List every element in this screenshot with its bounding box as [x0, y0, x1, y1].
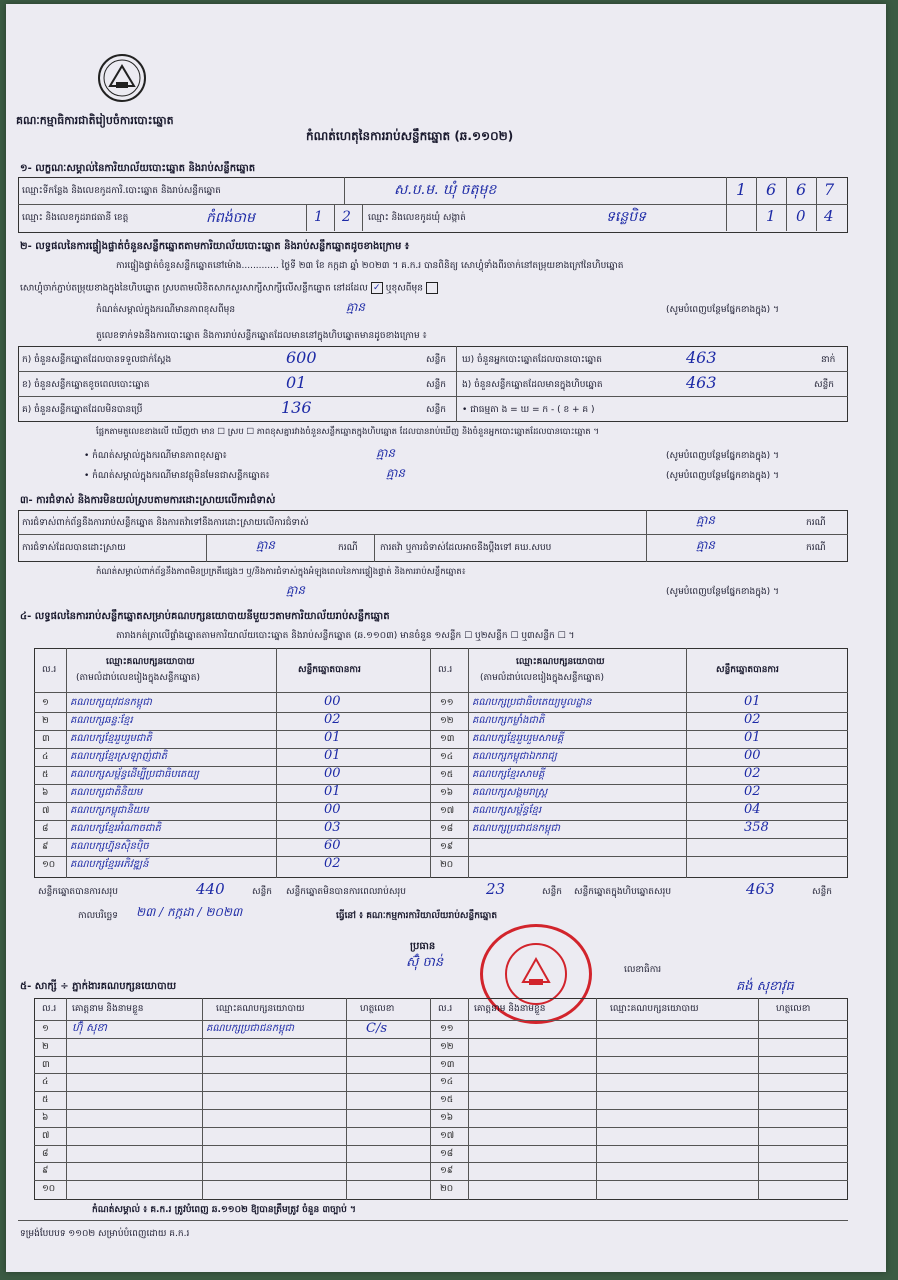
tally-row-e-unit: សន្លឹក [814, 380, 834, 390]
bullet2-value: គ្មាន [386, 466, 406, 480]
tally-formula: • ជាធម្មតា ង = ឃ = ក - ( ខ + គ ) [462, 405, 595, 415]
w-col-party-left: ឈ្មោះគណបក្សនយោបាយ [216, 1004, 305, 1014]
tally-row-c-value: 136 [281, 398, 312, 417]
witness-row-divider [34, 1180, 848, 1181]
tally-row-b-value: 01 [286, 373, 307, 392]
party-votes-left: 01 [324, 730, 341, 745]
row2b-label: ឈ្មោះ និងលេខកូដឃុំ សង្កាត់ [368, 213, 466, 223]
bullet1-hint: (សូមបំពេញបន្ថែមផ្នែកខាងក្នុង) ។ [666, 451, 779, 461]
witness-no-right: ១៤ [440, 1077, 454, 1087]
col-party-sub-left: (តាមលំដាប់លេខរៀងក្នុងសន្លឹកឆ្នោត) [76, 673, 200, 683]
row-no-left: ១០ [42, 860, 56, 870]
row-no-left: ៩ [42, 842, 49, 852]
party-name-left: គណបក្សកម្ពុជានិយម [70, 805, 149, 816]
row-no-right: ១៧ [440, 806, 455, 816]
bullet1-label: • កំណត់សម្គាល់ក្នុងករណីមានភាពខុសគ្នា៖ [84, 451, 227, 461]
party-votes-left: 02 [324, 856, 341, 871]
row-divider [34, 784, 848, 785]
witness-row-divider [34, 1073, 848, 1074]
row-divider [34, 712, 848, 713]
tally-row-a-unit: សន្លឹក [426, 355, 446, 365]
total-invalid: 23 [486, 880, 506, 898]
tally-row-c-label: គ) ចំនួនសន្លឹកឆ្នោតដែលមិនបានប្រើ [22, 405, 143, 415]
row1-value: ស.ប.ម. ឃុំ ចតុមុខ [394, 182, 497, 198]
row-no-left: ២ [42, 716, 49, 726]
party-name-right: គណបក្សប្រជាធិបតេយ្យមូលដ្ឋាន [472, 697, 592, 708]
witness-row-divider [34, 1091, 848, 1092]
witness-no-left: ២ [42, 1042, 49, 1052]
objection-r2-label: ការជំទាស់ដែលបានដោះស្រាយ [22, 543, 126, 553]
witness-row-divider [34, 1127, 848, 1128]
bullet2-label: • កំណត់សម្គាល់ក្នុងករណីមានវត្ថុមិនមែនជាសន្លឹកឆ្នោត៖ [84, 471, 270, 481]
code1-d4: 7 [824, 180, 835, 199]
witness-no-left: ៨ [42, 1149, 49, 1159]
party-name-left: គណបក្សខ្មែរស្រឡាញ់ជាតិ [70, 751, 168, 762]
objection-hint: (សូមបំពេញបន្ថែមផ្នែកខាងក្នុង) ។ [666, 587, 779, 597]
row-no-right: ១២ [440, 716, 454, 726]
party-votes-left: 02 [324, 712, 341, 727]
form-title: កំណត់ហេតុនៃការរាប់សន្លឹកឆ្នោត (ឆ.១១០២) [306, 129, 514, 143]
objection-r2b-value: គ្មាន [696, 538, 716, 552]
witness-row-divider [34, 1162, 848, 1163]
w-col-party-right: ឈ្មោះគណបក្សនយោបាយ [610, 1004, 699, 1014]
col-party-right: ឈ្មោះគណបក្សនយោបាយ [516, 657, 605, 667]
chair-label: ប្រធាន [410, 941, 436, 952]
col-party-sub-right: (តាមលំដាប់លេខរៀងក្នុងសន្លឹកឆ្នោត) [480, 673, 604, 683]
objection-r2-value: គ្មាន [256, 538, 276, 552]
tally-row-d-label: ឃ) ចំនួនអ្នកបោះឆ្នោតដែលបានបោះឆ្នោត [462, 355, 602, 365]
row2-code-d1: 1 [314, 209, 323, 225]
col-no-left: ល.រ [42, 665, 57, 675]
row-no-right: ១៦ [440, 788, 454, 798]
objection-note: កំណត់សម្គាល់ពាក់ព័ន្ធនឹងភាពមិនប្រក្រតីផ្សេងៗ ឬ/និងការជំទាស់ក្នុងអំឡុងពេលនៃការផ្ទៀងផ្ទាត់ និងការរាប់សន្លឹកឆ្នោត៖ [96, 567, 466, 577]
witness-no-right: ១៩ [440, 1166, 454, 1176]
section5-heading: ៥- សាក្សី ÷ ភ្នាក់ងារគណបក្សនយោបាយ [20, 981, 177, 992]
tally-row-e-label: ង) ចំនួនសន្លឹកឆ្នោតដែលមានក្នុងហិបឆ្នោត [462, 380, 603, 390]
row-no-left: ៥ [42, 770, 49, 780]
witness-no-left: ៧ [42, 1131, 50, 1141]
party-name-right: គណបក្សកម្ពុជាឯករាជ្យ [472, 751, 557, 762]
row-no-left: ៦ [42, 788, 49, 798]
witness-no-right: ១១ [440, 1024, 454, 1034]
party-votes-left: 01 [324, 784, 341, 799]
row-no-left: ៨ [42, 824, 49, 834]
note-value: គ្មាន [346, 300, 366, 314]
witness-footnote: កំណត់សម្គាល់ ៖ គ.ក.រ ត្រូវបំពេញ ឆ.១១០២ ឱ្យបានត្រឹមត្រូវ ចំនួន ៣ច្បាប់ ។ [92, 1205, 356, 1215]
checkbox-same[interactable]: ✓ [371, 282, 383, 294]
witness-no-left: ១០ [42, 1184, 56, 1194]
chair-signature: ស៊ុំ ចាន់ [406, 955, 444, 970]
total-invalid-unit: សន្លឹក [542, 887, 562, 897]
objection-r1-unit: ករណី [806, 518, 826, 528]
total-box: 463 [746, 880, 775, 898]
org-name: គណៈកម្មាធិការជាតិរៀបចំការបោះឆ្នោត [16, 114, 174, 127]
date-value: ២៣ / កក្កដា / ២០២៣ [136, 905, 243, 919]
objection-r2b-unit: ករណី [806, 543, 826, 553]
witness-entry-name: ហ៊ុំ សុខា [72, 1021, 107, 1034]
section2-line2: សោហ្វុំចាក់ភ្ជាប់តម្រុយខាងក្នុងនៃហិបឆ្នោត ស្របតាមលិខិតសាកសួរសាក្សីសាក្សីលើសន្លឹកឆ្នោត នៅដដែល ✓ ឬខុសពីមុន [20, 282, 441, 295]
witness-no-right: ២០ [440, 1184, 454, 1194]
party-name-left: គណបក្សយុវជនកម្ពុជា [70, 697, 152, 708]
party-name-left: គណបក្សហ្វ៊ុនស៊ិនប៉ិច [70, 841, 149, 852]
total-box-label: សន្លឹកឆ្នោតក្នុងហិបឆ្នោតសរុប [574, 887, 672, 897]
row2-code-d2: 2 [342, 209, 351, 225]
col-no-right: ល.រ [438, 665, 453, 675]
checkbox-different[interactable] [426, 282, 438, 294]
witness-row-divider [34, 1145, 848, 1146]
w-col-name-left: គោត្តនាម និងនាមខ្លួន [72, 1004, 144, 1014]
row-no-right: ១៨ [440, 824, 454, 834]
footer-text: ទម្រង់បែបបទ ១១០២ សម្រាប់បំពេញដោយ គ.ក.រ [20, 1229, 190, 1239]
party-name-left: គណបក្សខ្មែរអំណាចជាតិ [70, 823, 161, 834]
witness-no-left: ៦ [42, 1113, 49, 1123]
party-votes-right: 02 [744, 766, 761, 781]
committee-label: ធ្វើនៅ ៖ គណៈកម្មការការិយាល័យរាប់សន្លឹកឆ្នោត [336, 911, 498, 921]
tally-row-a-value: 600 [286, 348, 317, 367]
party-votes-left: 03 [324, 820, 341, 835]
witness-row-divider [34, 1056, 848, 1057]
row2b-value: ទន្លេបិទ [606, 209, 646, 225]
row2-value: កំពង់ចាម [206, 210, 255, 226]
row-no-left: ៧ [42, 806, 50, 816]
total-box-unit: សន្លឹក [812, 887, 832, 897]
col-party-left: ឈ្មោះគណបក្សនយោបាយ [106, 657, 195, 667]
witness-no-right: ១៨ [440, 1149, 454, 1159]
party-name-left: គណបក្សសម្ព័ន្ធដើម្បីប្រជាធិបតេយ្យ [70, 769, 199, 780]
party-votes-left: 01 [324, 748, 341, 763]
w-col-sign-left: ហត្ថលេខា [360, 1004, 395, 1014]
row-no-right: ១៩ [440, 842, 454, 852]
witness-no-right: ១២ [440, 1042, 454, 1052]
tally-row-d-unit: នាក់ [821, 355, 836, 365]
note-label: កំណត់សម្គាល់ក្នុងករណីមានភាពខុសពីមុន [96, 305, 236, 315]
party-votes-right: 01 [744, 694, 761, 709]
witness-row-divider [34, 1109, 848, 1110]
tally-row-b-unit: សន្លឹក [426, 380, 446, 390]
row-no-left: ១ [42, 698, 49, 708]
w-col-sign-right: ហត្ថលេខា [776, 1004, 811, 1014]
section3-heading: ៣- ការជំទាស់ និងការមិនយល់ស្របតាមការដោះស្រាយលើការជំទាស់ [20, 495, 276, 506]
row1-label: ឈ្មោះទីកន្លែង និងលេខកូដការិ.បោះឆ្នោត និងរាប់សន្លឹកឆ្នោត [22, 186, 221, 196]
party-name-right: គណបក្សសង្គមរាស្ត្រ [472, 787, 548, 798]
bullet1-value: គ្មាន [376, 446, 396, 460]
code2-d2: 0 [796, 207, 806, 225]
party-votes-left: 00 [324, 694, 341, 709]
party-votes-right: 00 [744, 748, 761, 763]
tally-row-b-label: ខ) ចំនួនសន្លឹកឆ្នោតខូចពេលបោះឆ្នោត [22, 380, 150, 390]
witness-row-divider [34, 1038, 848, 1039]
w-col-name-right: គោត្តនាម និងនាមខ្លួន [474, 1004, 546, 1014]
section4-sub: តារាងកត់ត្រាលើផ្ទាំងឆ្នោតតាមការិយាល័យបោះឆ្នោត និងរាប់សន្លឹកឆ្នោត (ឆ.១១០៣) មានចំនួន ១សន្លឹក ☐ ឬ២សន្លឹក ☐ ឬ៣សន្លឹក ☐ ។ [116, 631, 575, 641]
note-hint: (សូមបំពេញបន្ថែមផ្នែកខាងក្នុង) ។ [666, 305, 779, 315]
party-votes-left: 00 [324, 766, 341, 781]
row2-label: ឈ្មោះ និងលេខកូដរាជធានី ខេត្ត [22, 213, 129, 223]
col-votes-left: សន្លឹកឆ្នោតបានការ [298, 665, 361, 675]
total-valid-label: សន្លឹកឆ្នោតបានការសរុប [38, 887, 118, 897]
total-valid-unit: សន្លឹក [252, 887, 272, 897]
code1-d3: 6 [796, 180, 807, 199]
party-name-left: គណបក្សជាតិនិយម [70, 787, 143, 798]
witness-no-left: ៤ [42, 1077, 49, 1087]
w-col-no-right: ល.រ [438, 1004, 453, 1014]
form-sheet [6, 4, 886, 1272]
row-divider [34, 730, 848, 731]
party-votes-right: 358 [744, 820, 769, 835]
emblem-icon [96, 52, 148, 104]
row-no-left: ៤ [42, 752, 49, 762]
witness-no-right: ១៧ [440, 1131, 455, 1141]
date-label: កាលបរិច្ឆេទ [78, 911, 118, 921]
row-no-left: ៣ [42, 734, 50, 744]
party-votes-left: 60 [324, 838, 341, 853]
objection-r2-unit: ករណី [338, 543, 358, 553]
row-divider [34, 838, 848, 839]
party-votes-right: 02 [744, 712, 761, 727]
code2-d1: 1 [766, 207, 776, 225]
party-name-left: គណបក្សខ្មែររួបរួមជាតិ [70, 733, 152, 744]
row-no-right: ១៥ [440, 770, 454, 780]
party-votes-left: 00 [324, 802, 341, 817]
code1-d2: 6 [766, 180, 777, 199]
party-votes-right: 04 [744, 802, 761, 817]
row-no-right: ១១ [440, 698, 454, 708]
section2-heading: ២- លទ្ធផលនៃការផ្ទៀងផ្ទាត់ចំនួនសន្លឹកឆ្នោតតាមការិយាល័យបោះឆ្នោត និងរាប់សន្លឹកឆ្នោតដូចខាងក្រោម ៖ [20, 241, 410, 252]
section4-heading: ៤- លទ្ធផលនៃការរាប់សន្លឹកឆ្នោតសម្រាប់គណបក្សនយោបាយនីមួយៗតាមការិយាល័យរាប់សន្លឹកឆ្នោត [20, 611, 390, 622]
tally-row-a-label: ក) ចំនួនសន្លឹកឆ្នោតដែលបានទទួលជាក់ស្តែង [22, 355, 172, 365]
w-col-no-left: ល.រ [42, 1004, 57, 1014]
witness-no-right: ១៥ [440, 1095, 454, 1105]
row-no-right: ១៤ [440, 752, 454, 762]
col-votes-right: សន្លឹកឆ្នោតបានការ [716, 665, 779, 675]
party-votes-right: 02 [744, 784, 761, 799]
section1-heading: ១- លក្ខណៈសម្គាល់នៃការិយាល័យបោះឆ្នោត និងរាប់សន្លឹកឆ្នោត [20, 163, 256, 174]
row-divider [34, 802, 848, 803]
tally-row-d-value: 463 [686, 348, 717, 367]
party-name-right: គណបក្សប្រជាជនកម្ពុជា [472, 823, 560, 834]
section2-line1: ការផ្ទៀងផ្ទាត់ចំនួនសន្លឹកឆ្នោតនៅម៉ោង............. ថ្ងៃទី ២៣ ខែ កក្កដា ឆ្នាំ ២០២៣ ។ គ.ក.រ បានពិនិត្យ សោហ្វុំទាំងពីរចាក់នៅតម្រុយខាងក្រៅនៃហិបឆ្នោត [116, 261, 624, 271]
secretary-signature: គង់ សុខាវុធ [736, 979, 794, 994]
section2-intro: តួលេខទាក់ទងនឹងការបោះឆ្នោត និងការរាប់សន្លឹកឆ្នោតដែលមាននៅក្នុងហិបឆ្នោតមានដូចខាងក្រោម ៖ [96, 331, 427, 341]
party-name-right: គណបក្សកម្លាំងជាតិ [472, 715, 545, 726]
objection-r1-value: គ្មាន [696, 513, 716, 527]
objection-r2b-label: ការតវ៉ា ឬការជំទាស់ដែលអាចនឹងប្តឹងទៅ គឃ.សបប [380, 543, 552, 553]
row-no-right: ១៣ [440, 734, 455, 744]
code2-d3: 4 [824, 207, 834, 225]
witness-no-left: ៣ [42, 1060, 50, 1070]
party-votes-right: 01 [744, 730, 761, 745]
party-name-right: គណបក្សខ្មែររួបរួមសាមគ្គី [472, 733, 564, 744]
party-name-left: គណបក្សឆន្ទៈខ្មែរ [70, 715, 133, 726]
bullet2-hint: (សូមបំពេញបន្ថែមផ្នែកខាងក្នុង) ។ [666, 471, 779, 481]
party-name-right: គណបក្សខ្មែរសាមគ្គី [472, 769, 545, 780]
objection-note-value: គ្មាន [286, 583, 306, 597]
witness-no-left: ៩ [42, 1166, 49, 1176]
total-invalid-label: សន្លឹកឆ្នោតមិនបានការពេលរាប់សរុប [286, 887, 406, 897]
row-divider [34, 856, 848, 857]
tally-row-c-unit: សន្លឹក [426, 405, 446, 415]
witness-no-right: ១៣ [440, 1060, 455, 1070]
row-no-right: ២០ [440, 860, 454, 870]
party-name-left: គណបក្សខ្មែរអភិវឌ្ឍន៍ [70, 859, 149, 870]
total-valid: 440 [196, 880, 225, 898]
witness-no-left: ១ [42, 1024, 49, 1034]
secretary-label: លេខាធិការ [624, 965, 662, 975]
code1-d1: 1 [736, 180, 747, 199]
compare-text: ផ្អែកតាមតួលេខខាងលើ ឃើញថា មាន ☐ ស្រប ☐ ភាពខុសគ្នារវាងចំនួនសន្លឹកឆ្នោតក្នុងហិបឆ្នោត ដែលបានរាប់ឃើញ និងចំនួនអ្នកបោះឆ្នោតដែលបានបោះឆ្នោត ។ [96, 427, 599, 437]
witness-no-right: ១៦ [440, 1113, 454, 1123]
party-name-right: គណបក្សសម្ព័ន្ធខ្មែរ [472, 805, 542, 816]
witness-no-left: ៥ [42, 1095, 49, 1105]
witness-entry-sign: C/s [366, 1021, 387, 1036]
objection-r1-label: ការជំទាស់ពាក់ព័ន្ធនឹងការរាប់សន្លឹកឆ្នោត និងការតវ៉ាទៅនឹងការដោះស្រាយលើការជំទាស់ [22, 518, 309, 528]
witness-entry-party: គណបក្សប្រជាជនកម្ពុជា [206, 1023, 294, 1034]
tally-row-e-value: 463 [686, 373, 717, 392]
